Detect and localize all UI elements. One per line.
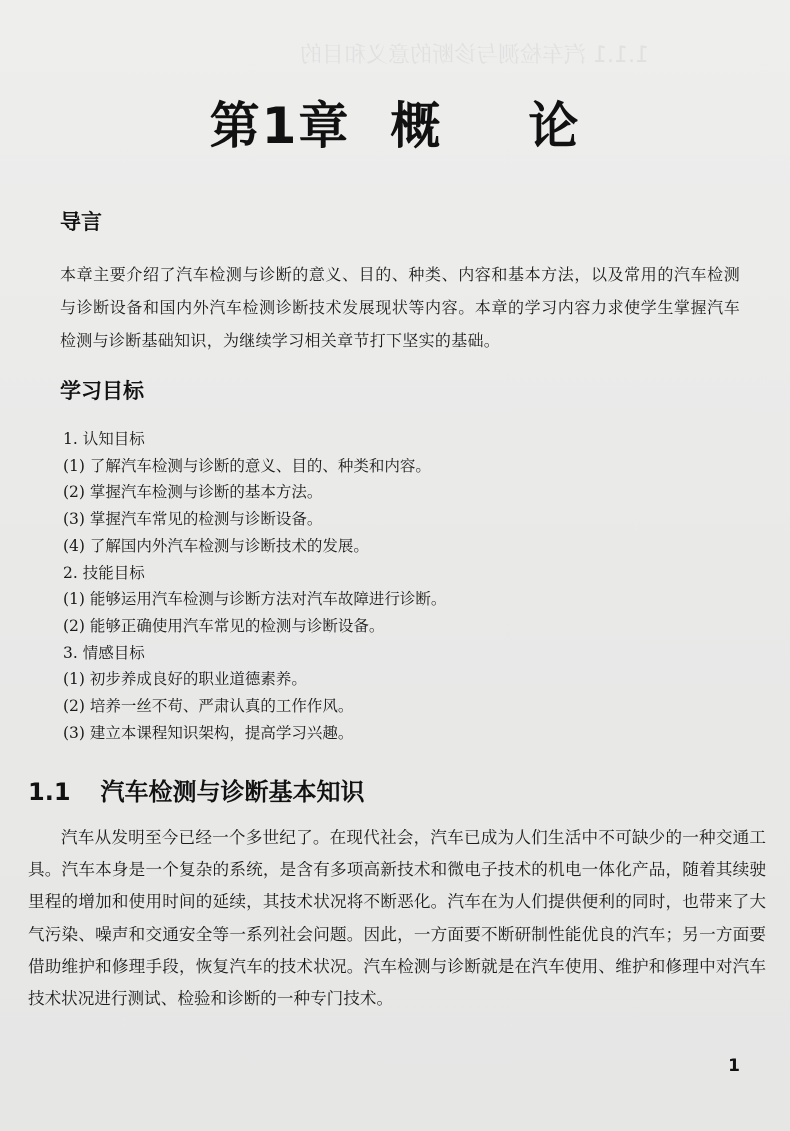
intro-heading: 导言	[60, 210, 102, 234]
chapter-title-char-1: 概	[390, 97, 443, 155]
objective-line: (1) 能够运用汽车检测与诊断方法对汽车故障进行诊断。	[63, 590, 447, 609]
section-1-1-paragraph: 汽车从发明至今已经一个多世纪了。在现代社会，汽车已成为人们生活中不可缺少的一种交通工具。汽车本身是一个复杂的系统，是含有多项高新技术和微电子技术的机电一体化产品，随着其续驶里程的增加和使用时间的延续，其技术状况将不断恶化。汽车在为人们提供便利的同时，也带来了大气污染、噪声和交通安全等一系列社会问题。因此，一方面要不断研制性能优良的汽车；另一方面要借助维护和修理手段，恢复汽车的技术状况。汽车检测与诊断就是在汽车使用、维护和修理中对汽车技术状况进行测试、检验和诊断的一种专门技术。	[28, 828, 766, 1009]
section-title: 汽车检测与诊断基本知识	[100, 778, 365, 806]
page-number: 1	[728, 1056, 740, 1076]
objective-line: 1. 认知目标	[63, 430, 145, 448]
objective-line: (4) 了解国内外汽车检测与诊断技术的发展。	[63, 536, 369, 555]
chapter-number: 第1章	[209, 97, 351, 155]
objective-line: 3. 情感目标	[63, 643, 145, 662]
objective-line: (2) 培养一丝不苟、严肃认真的工作作风。	[63, 697, 354, 716]
objective-line: (3) 建立本课程知识架构，提高学习兴趣。	[63, 723, 354, 742]
section-1-1-heading	[28, 772, 365, 807]
objective-line: (1) 初步养成良好的职业道德素养。	[63, 670, 307, 689]
chapter-title	[0, 96, 790, 156]
objectives-list	[63, 426, 723, 746]
objective-line: (1) 了解汽车检测与诊断的意义、目的、种类和内容。	[63, 456, 431, 475]
chapter-title-char-2: 论	[528, 97, 581, 155]
section-number: 1.1	[28, 778, 71, 806]
intro-paragraph: 本章主要介绍了汽车检测与诊断的意义、目的、种类、内容和基本方法，以及常用的汽车检测与诊断设备和国内外汽车检测诊断技术发展现状等内容。本章的学习内容力求使学生掌握汽车检测与诊断基础知识，为继续学习相关章节打下坚实的基础。	[60, 265, 740, 350]
objectives-heading: 学习目标	[60, 379, 144, 403]
objective-line: (2) 掌握汽车检测与诊断的基本方法。	[63, 483, 323, 502]
objective-line: (2) 能够正确使用汽车常见的检测与诊断设备。	[63, 616, 385, 635]
objective-line: 2. 技能目标	[63, 563, 145, 582]
bleed-through-text: 1.1.1 汽车检测与诊断的意义和目的	[300, 43, 649, 68]
objective-line: (3) 掌握汽车常见的检测与诊断设备。	[63, 510, 323, 529]
